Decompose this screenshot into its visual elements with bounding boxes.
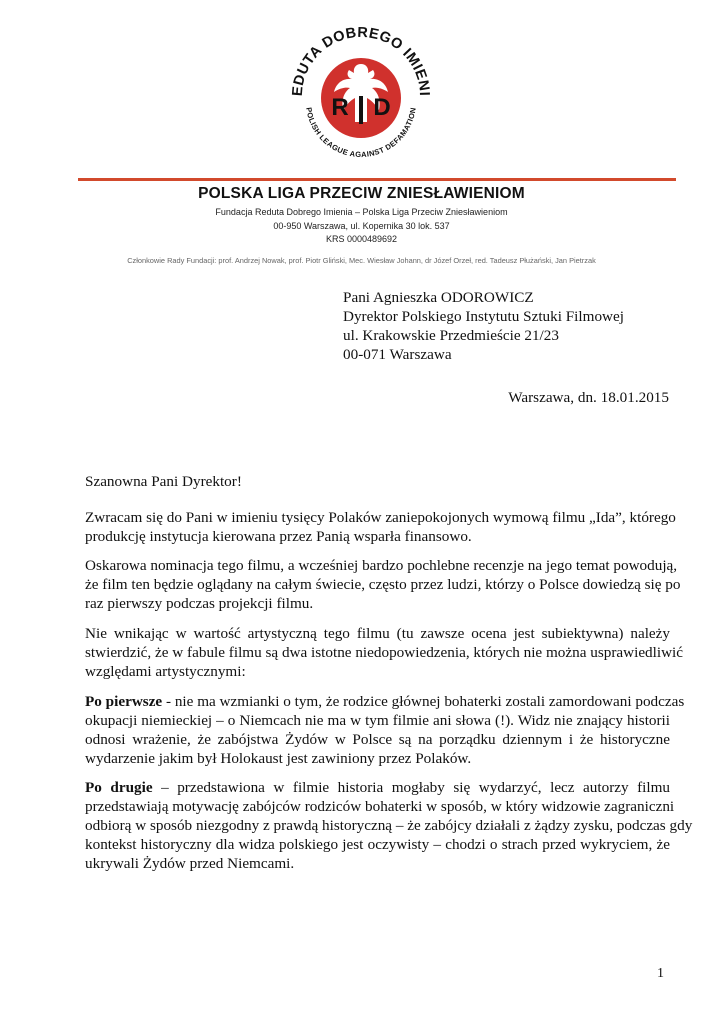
reduta-logo [280, 18, 442, 166]
greeting: Szanowna Pani Dyrektor! [85, 473, 242, 490]
paragraph-3 [85, 624, 684, 681]
paragraph-line: Oskarowa nominacja tego filmu, a wcześniej bardzo pochlebne recenzje na jego temat powodują, [85, 557, 678, 574]
org-title: POLSKA LIGA PRZECIW ZNIESŁAWIENIOM [198, 185, 525, 202]
recipient-title: Dyrektor Polskiego Instytutu Sztuki Filmowej [343, 308, 624, 325]
paragraph-line: odbiorą w sposób niezgodny z prawdą historyczną – że zabójcy działali z żądzy zysku, podczas gdy [85, 817, 693, 834]
paragraph-line: względami artystycznymi: [85, 663, 246, 680]
paragraph-line: Nie wnikając w wartość artystyczną tego filmu (tu zawsze ocena jest subiektywna) należy [85, 625, 670, 642]
paragraph-line: że film ten będzie oglądany na całym świecie, często przez ludzi, którzy o Polsce dowiedzą się po [85, 576, 681, 593]
paragraph-line: okupacji niemieckiej – o Niemcach nie ma w tym filmie ani słowa (!). Widz nie znający historii [85, 712, 670, 729]
first-point-lead: Po pierwsze [85, 693, 163, 710]
org-krs: KRS 0000489692 [325, 234, 398, 244]
paragraph-1 [85, 508, 676, 546]
page-number: 1 [657, 966, 664, 981]
paragraph-line: produkcję instytucja kierowana przez Panią wsparła finansowo. [85, 528, 472, 545]
paragraph-line: raz pierwszy podczas projekcji filmu. [85, 595, 314, 612]
paragraph-2 [85, 556, 681, 613]
paragraph-line: przedstawiają motywację zabójców rodziców bohaterki w sposób, w który widzowie zagraniczni [85, 798, 675, 815]
paragraph-line [85, 778, 670, 797]
first-point-text: - nie ma wzmianki o tym, że rodzice głównej bohaterki zostali zamordowani podczas [162, 693, 685, 710]
logo-arc-top: EDUTA DOBREGO IMIENI [289, 24, 433, 97]
council-members: Członkowie Rady Fundacji: prof. Andrzej Nowak, prof. Piotr Gliński, Mec. Wiesław Johann, dr Józef Orzeł, red. Tadeusz Płużański, Jan Pietrzak [127, 256, 596, 265]
paragraph-line: Zwracam się do Pani w imieniu tysięcy Polaków zaniepokojonych wymową filmu „Ida”, którego [85, 509, 676, 526]
recipient-street: ul. Krakowskie Przedmieście 21/23 [343, 327, 559, 344]
paragraph-line: odnosi wrażenie, że zabójstwa Żydów w Polsce są na porządku dziennym i że historyczne [85, 731, 670, 748]
paragraph-line: kontekst historyczny dla widza polskiego jest oczywisty – chodzi o strach przed wykryciem, że [85, 836, 670, 853]
logo-letter-d: D [373, 94, 391, 121]
paragraph-5 [85, 778, 693, 873]
recipient-name: Pani Agnieszka ODOROWICZ [343, 289, 534, 306]
paragraph-line: wydarzenie jakim był Holokaust jest zawiniony przez Polaków. [85, 750, 472, 767]
recipient-address [343, 288, 624, 364]
paragraph-line: stwierdzić, że w fabule filmu są dwa istotne niedopowiedzenia, których nie można usprawiedliwić [85, 644, 684, 661]
paragraph-4 [85, 692, 685, 768]
second-point-lead: Po drugie [85, 779, 153, 796]
recipient-city: 00-071 Warszawa [343, 346, 452, 363]
org-foundation-name: Fundacja Reduta Dobrego Imienia – Polska Liga Przeciw Zniesławieniom [215, 207, 508, 217]
paragraph-line [85, 692, 685, 711]
logo-arc-bottom: POLISH LEAGUE AGAINST DEFAMATION [304, 106, 418, 160]
letter-date: Warszawa, dn. 18.01.2015 [508, 389, 669, 406]
logo-letter-r: R [331, 94, 349, 121]
logo-bar [359, 96, 363, 124]
paragraph-line: ukrywali Żydów przed Niemcami. [85, 855, 295, 872]
org-address: 00-950 Warszawa, ul. Kopernika 30 lok. 537 [273, 221, 450, 231]
second-point-text: – przedstawiona w filmie historia mogłaby się wydarzyć, lecz autorzy filmu [152, 779, 670, 796]
header-divider [78, 178, 676, 181]
